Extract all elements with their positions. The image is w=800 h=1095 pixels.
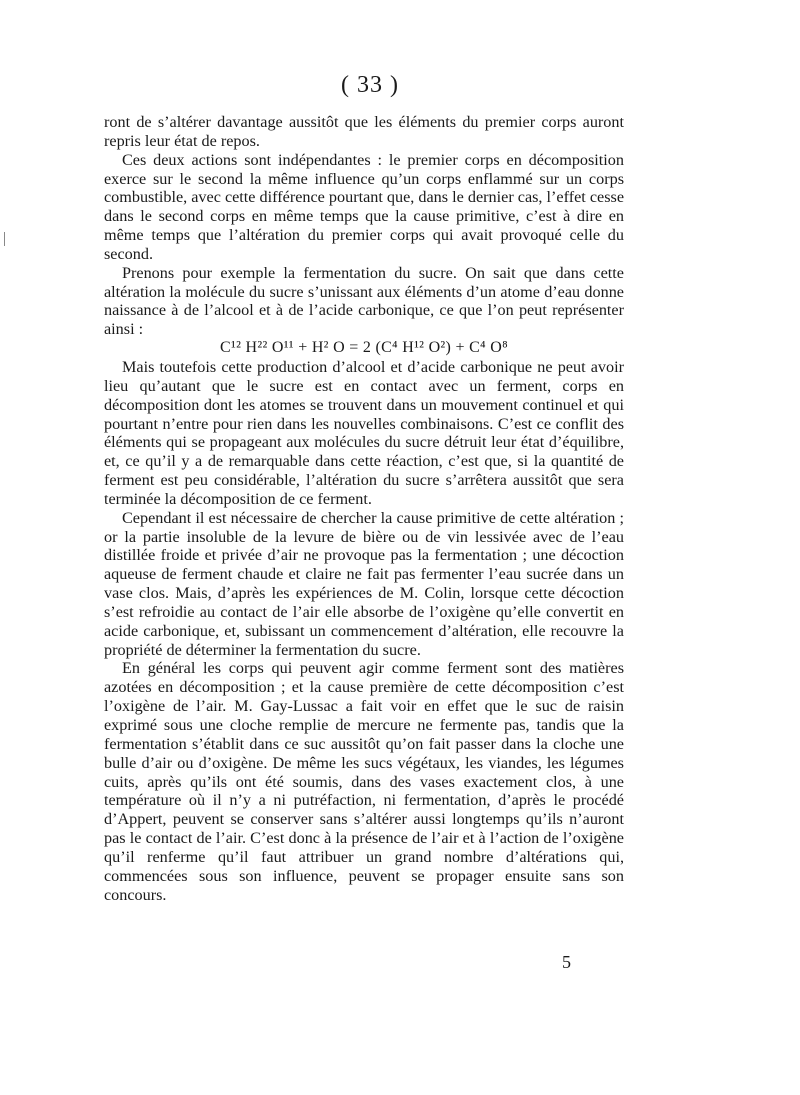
paragraph: Ces deux actions sont indépendantes : le premier corps en décomposition exerce sur le second la même influence qu’un corps enflammé sur un corps combustible, avec cette différence pourtant que, dans le dernier cas, l’effet cesse dans le second corps en même temps que la cause primitive, c’est à dire en même temps que l’altération du premier corps qui avait provoqué celle du second. <box>104 150 624 263</box>
paragraph: Prenons pour exemple la fermentation du sucre. On sait que dans cette altération la molécule du sucre s’unissant aux éléments d’un atome d’eau donne naissance à de l’alcool et à de l’acide carbonique, ce que l’on peut représenter ainsi : <box>104 263 624 339</box>
paragraph: Cependant il est nécessaire de chercher la cause primitive de cette altération ; or la partie insoluble de la levure de bière ou de vin lessivée avec de l’eau distillée froide et privée d’air ne provoque pas la fermentation ; une décoction aqueuse de ferment chaude et claire ne fait pas fermenter l’eau sucrée dans un vase clos. Mais, d’après les expériences de M. Colin, lorsque cette décoction s’est refroidie au contact de l’air elle absorbe de l’oxigène qu’elle convertit en acide carbonique, et, subissant un commencement d’altération, elle recouvre la propriété de déterminer la fermentation du sucre. <box>104 508 624 659</box>
body-text <box>104 113 624 904</box>
paragraph-continued: ront de s’altérer davantage aussitôt que les éléments du premier corps auront repris leur état de repos. <box>104 113 624 150</box>
page-number: ( 33 ) <box>341 72 399 98</box>
signature-mark: 5 <box>562 952 571 972</box>
margin-mark <box>4 232 5 246</box>
paragraph: Mais toutefois cette production d’alcool et d’acide carbonique ne peut avoir lieu qu’autant que le sucre est en contact avec un ferment, corps en décomposition dont les atomes se trouvent dans un mouvement continuel et qui pourtant n’entre pour rien dans les nouvelles combinaisons. C’est ce conflit des éléments qui se propageant aux molécules du sucre détruit leur état d’équilibre, et, ce qu’il y a de remarquable dans cette réaction, c’est que, si la quantité de ferment est peu considérable, l’altération du sucre s’arrêtera aussitôt que sera terminée la décomposition de ce ferment. <box>104 357 624 508</box>
chemical-formula: C¹² H²² O¹¹ + H² O = 2 (C⁴ H¹² O²) + C⁴ O⁸ <box>220 339 508 357</box>
paragraph: En général les corps qui peuvent agir comme ferment sont des matières azotées en décomposition ; et la cause première de cette décomposition c’est l’oxigène de l’air. M. Gay-Lussac a fait voir en effet que le suc de raisin exprimé sous une cloche remplie de mercure ne fermente pas, tandis que la fermentation s’établit dans ce suc aussitôt qu’on fait passer dans la cloche une bulle d’air ou d’oxigène. De même les sucs végétaux, les viandes, les légumes cuits, après qu’ils ont été soumis, dans des vases exactement clos, à une température où il n’y a ni putréfaction, ni fermentation, d’après le procédé d’Appert, peuvent se conserver sans s’altérer aussi longtemps qu’ils n’auront pas le contact de l’air. C’est donc à la présence de l’air et à l’action de l’oxigène qu’il renferme qu’il faut attribuer un grand nombre d’altérations qui, commencées sous son influence, peuvent se propager ensuite sans son concours. <box>104 659 624 904</box>
